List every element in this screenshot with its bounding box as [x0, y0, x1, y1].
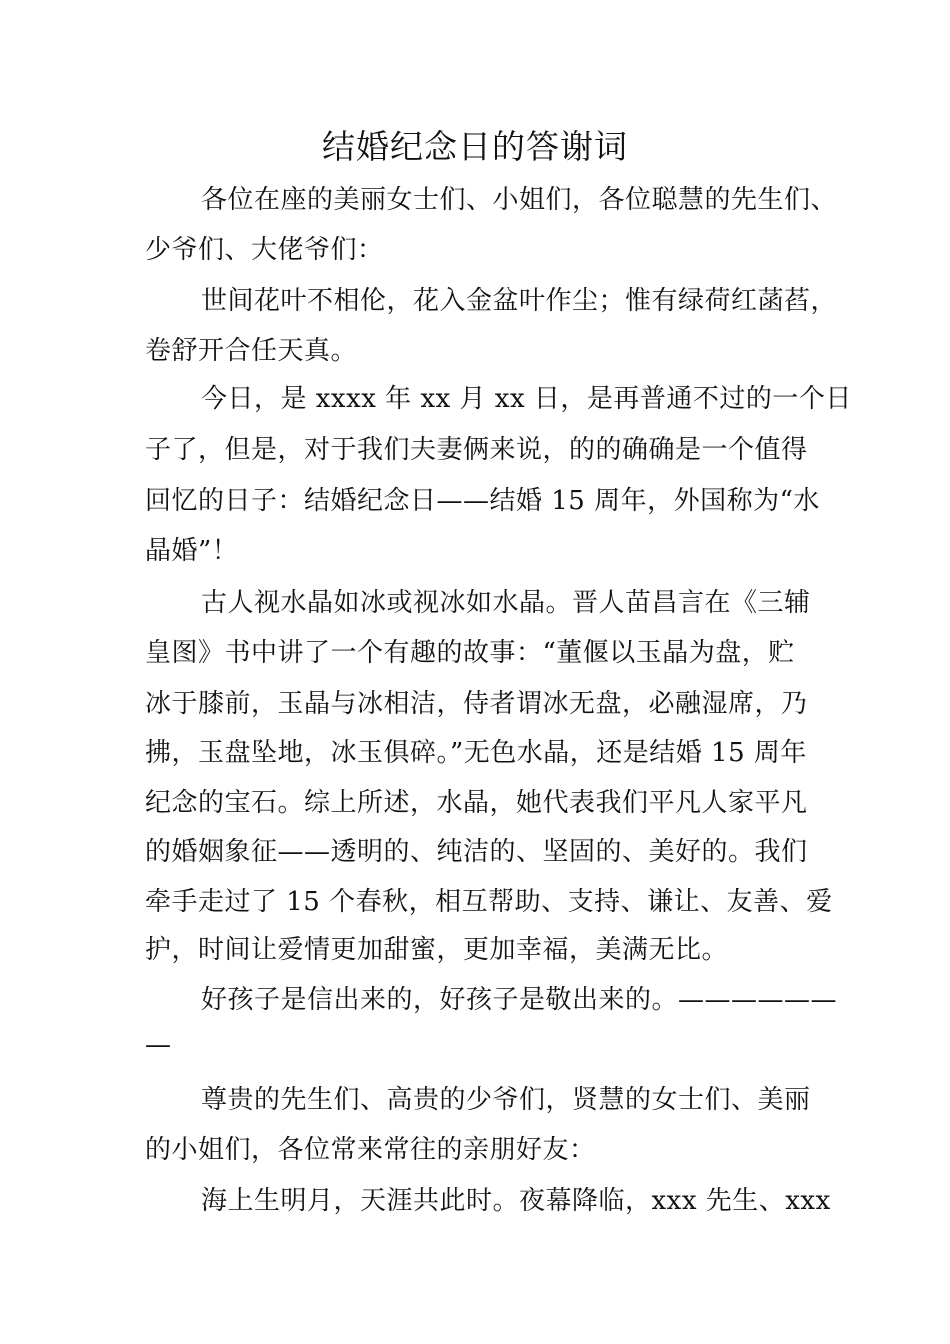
text-line-6: 子了，但是，对于我们夫妻俩来说，的的确确是一个值得 — [145, 435, 808, 465]
text-line-14: 的婚姻象征——透明的、纯洁的、坚固的、美好的。我们 — [145, 837, 808, 867]
text-line-18: — — [145, 1030, 172, 1060]
text-line-12: 拂，玉盘坠地，冰玉俱碎。”无色水晶，还是结婚 15 周年 — [145, 738, 807, 768]
text-line-1: 各位在座的美丽女士们、小姐们，各位聪慧的先生们、 — [201, 185, 838, 215]
text-line-9: 古人视水晶如冰或视冰如水晶。晋人苗昌言在《三辅 — [201, 588, 811, 618]
text-line-16: 护，时间让爱情更加甜蜜，更加幸福，美满无比。 — [145, 935, 729, 965]
text-line-4: 卷舒开合任天真。 — [145, 336, 358, 366]
text-line-13: 纪念的宝石。综上所述，水晶，她代表我们平凡人家平凡 — [145, 788, 808, 818]
text-line-8: 晶婚”！ — [145, 536, 239, 566]
text-line-17: 好孩子是信出来的，好孩子是敬出来的。—————— — [201, 985, 838, 1015]
text-line-10: 皇图》书中讲了一个有趣的故事：“董偃以玉晶为盘，贮 — [145, 638, 795, 668]
text-line-11: 冰于膝前，玉晶与冰相洁，侍者谓冰无盘，必融湿席，乃 — [145, 689, 808, 719]
text-line-5: 今日，是 xxxx 年 xx 月 xx 日，是再普通不过的一个日 — [201, 384, 852, 414]
text-line-21: 海上生明月，天涯共此时。夜幕降临，xxx 先生、xxx — [201, 1186, 831, 1216]
text-line-3: 世间花叶不相伦，花入金盆叶作尘；惟有绿荷红菡萏， — [201, 286, 838, 316]
text-line-7: 回忆的日子：结婚纪念日——结婚 15 周年，外国称为“水 — [145, 486, 820, 516]
text-line-2: 少爷们、大佬爷们： — [145, 235, 384, 265]
text-line-20: 的小姐们，各位常来常往的亲朋好友： — [145, 1135, 596, 1165]
text-line-15: 牵手走过了 15 个春秋，相互帮助、支持、谦让、友善、爱 — [145, 887, 833, 917]
document-title: 结婚纪念日的答谢词 — [322, 127, 628, 166]
text-line-19: 尊贵的先生们、高贵的少爷们，贤慧的女士们、美丽 — [201, 1085, 811, 1115]
